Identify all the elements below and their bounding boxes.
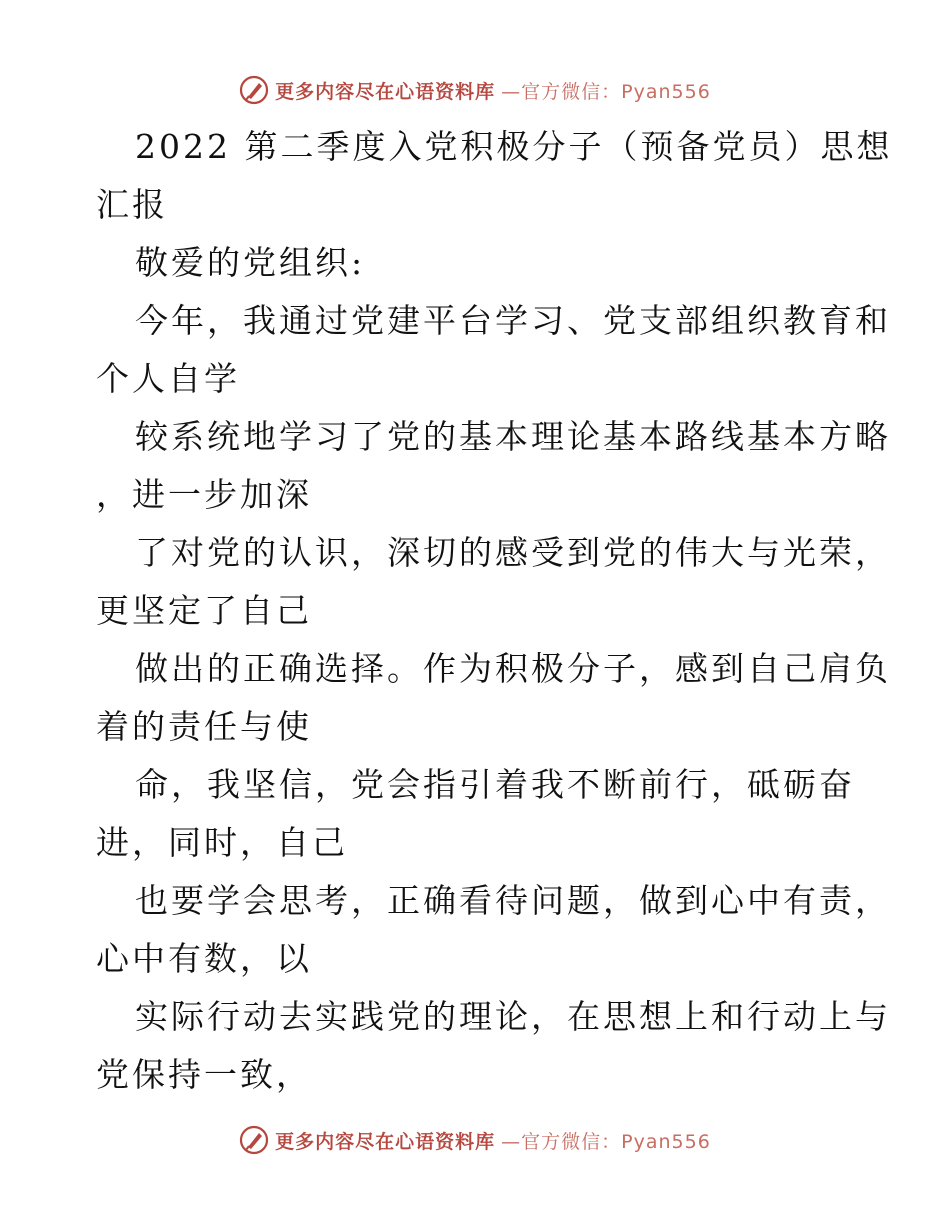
body-line: 了对党的认识，深切的感受到党的伟大与光荣， xyxy=(135,533,891,572)
footer-watermark xyxy=(0,1120,950,1160)
body-line: 做出的正确选择。作为积极分子，感到自己肩负 xyxy=(135,649,891,688)
body-line: 党保持一致， xyxy=(96,1055,312,1094)
document-body xyxy=(96,118,893,1104)
watermark-contact: —官方微信：Pyan556 xyxy=(501,80,711,103)
salutation: 敬爱的党组织: xyxy=(135,243,366,282)
title-line-2: 汇报 xyxy=(96,185,168,224)
body-line: 也要学会思考，正确看待问题，做到心中有责， xyxy=(135,881,891,920)
body-line: 较系统地学习了党的基本理论基本路线基本方略 xyxy=(135,417,891,456)
body-line: ，进一步加深 xyxy=(96,475,312,514)
body-line: 实际行动去实践党的理论，在思想上和行动上与 xyxy=(135,997,891,1036)
body-line: 今年，我通过党建平台学习、党支部组织教育和 xyxy=(135,301,891,340)
body-line: 个人自学 xyxy=(96,359,240,398)
title-line-1: 2022 第二季度入党积极分子（预备党员）思想 xyxy=(135,127,893,166)
body-line: 着的责任与使 xyxy=(96,707,312,746)
body-line: 心中有数，以 xyxy=(96,939,312,978)
body-line: 更坚定了自己 xyxy=(96,591,312,630)
watermark-brand: 更多内容尽在心语资料库 xyxy=(275,1130,496,1153)
header-watermark xyxy=(0,70,950,110)
body-line: 命，我坚信，党会指引着我不断前行，砥砺奋 xyxy=(135,765,855,804)
quill-pen-icon xyxy=(239,75,269,105)
watermark-contact: —官方微信：Pyan556 xyxy=(501,1130,711,1153)
body-line: 进，同时，自己 xyxy=(96,823,348,862)
quill-pen-icon xyxy=(239,1125,269,1155)
watermark-brand: 更多内容尽在心语资料库 xyxy=(275,80,496,103)
